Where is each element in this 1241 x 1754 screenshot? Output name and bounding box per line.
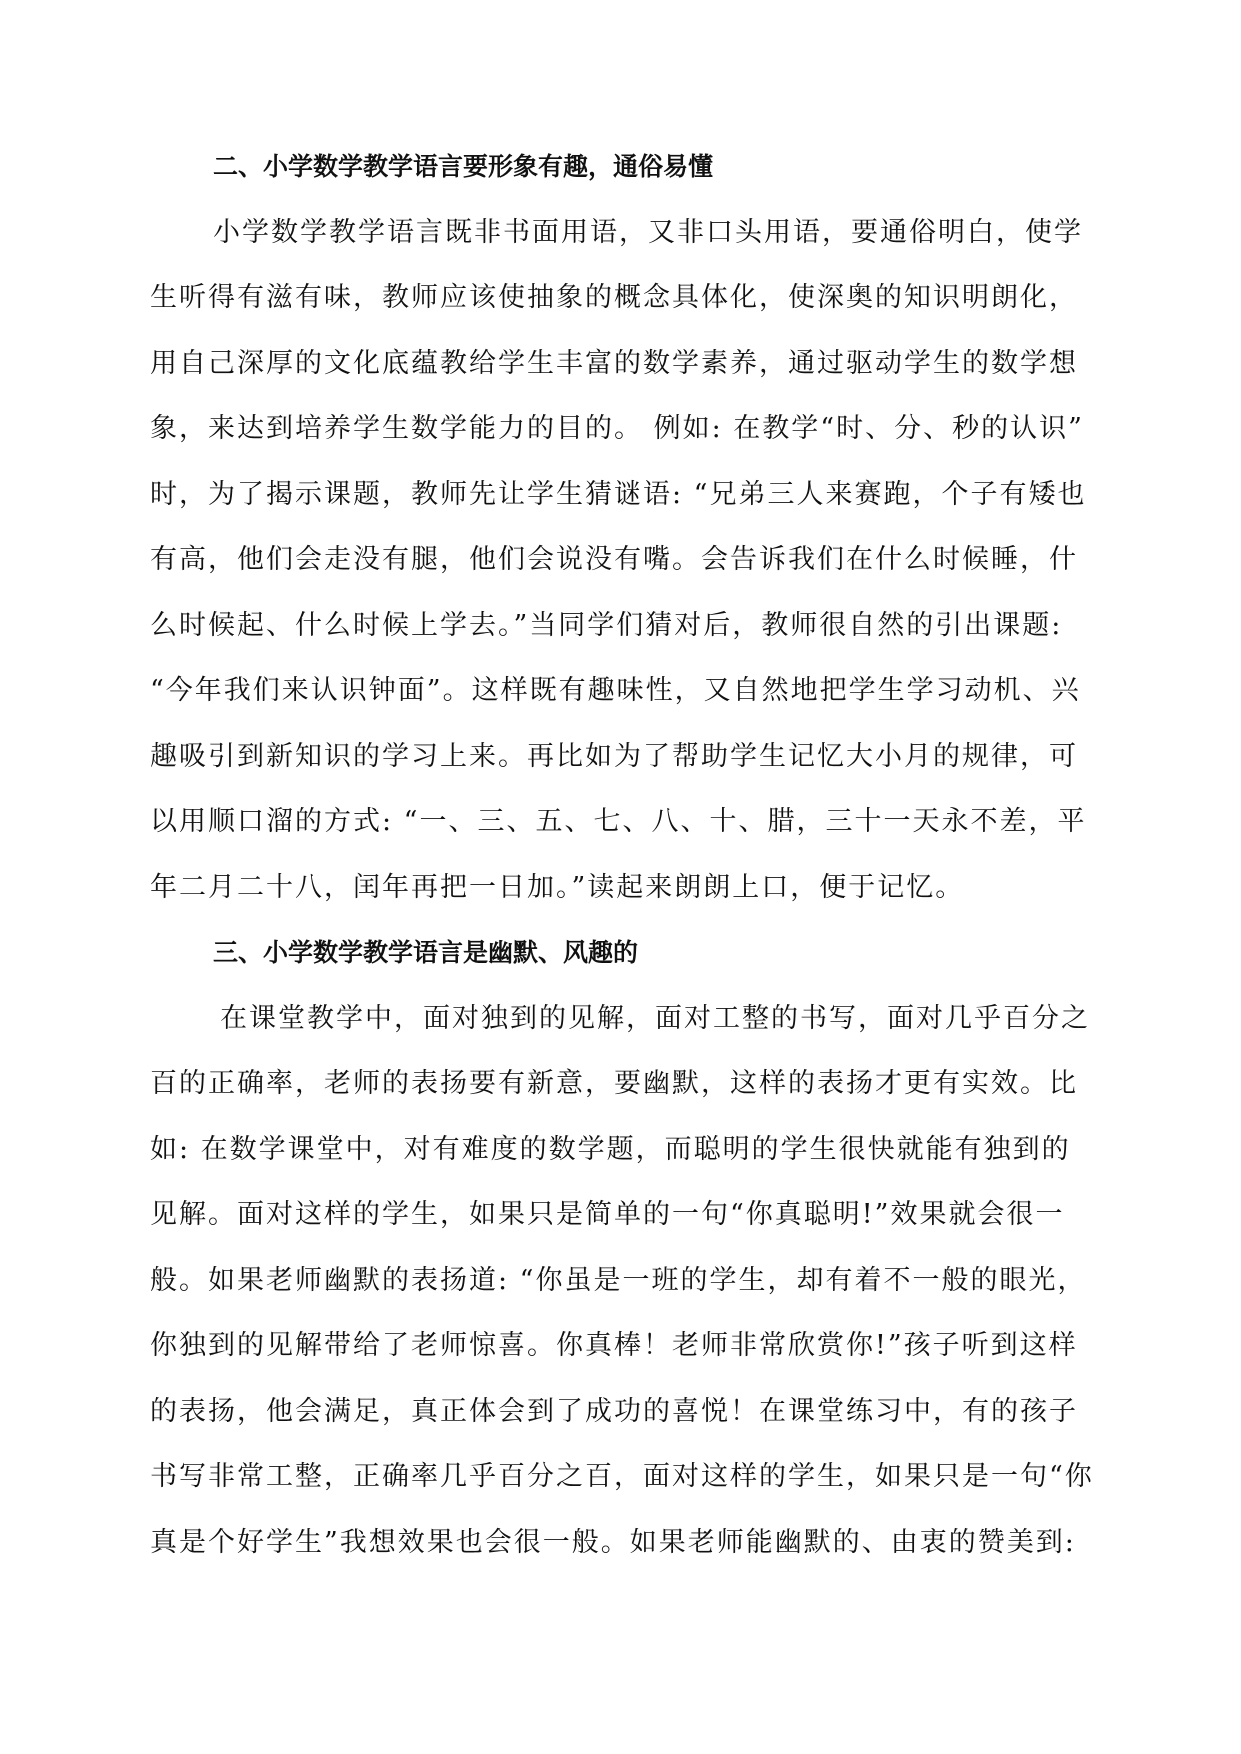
paragraph-line: 在课堂教学中，面对独到的见解，面对工整的书写，面对几乎百分之 (220, 1002, 1090, 1034)
paragraph-line: 年二月二十八，闰年再把一日加。”读起来朗朗上口，便于记忆。 (150, 871, 965, 903)
paragraph-line: 如: 在数学课堂中，对有难度的数学题，而聪明的学生很快就能有独到的 (150, 1133, 1071, 1165)
paragraph-line: 用自己深厚的文化底蕴教给学生丰富的数学素养，通过驱动学生的数学想 (150, 347, 1078, 379)
paragraph-line: 你独到的见解带给了老师惊喜。你真棒！老师非常欣赏你!”孩子听到这样 (150, 1330, 1078, 1361)
paragraph-line: 般。如果老师幽默的表扬道: “你虽是一班的学生，却有着不一般的眼光， (150, 1264, 1087, 1296)
paragraph-line: 百的正确率，老师的表扬要有新意，要幽默，这样的表扬才更有实效。比 (150, 1068, 1078, 1099)
paragraph-line: 时，为了揭示课题，教师先让学生猜谜语: “兄弟三人来赛跑，个子有矮也 (150, 478, 1087, 510)
paragraph-line: 么时候起、什么时候上学去。”当同学们猜对后，教师很自然的引出课题: (150, 609, 1063, 641)
paragraph-line: 见解。面对这样的学生，如果只是简单的一句“你真聪明!”效果就会很一 (150, 1199, 1065, 1230)
paragraph-line: 小学数学教学语言既非书面用语，又非口头用语，要通俗明白，使学 (213, 216, 1083, 248)
section-2-heading: 二、小学数学教学语言要形象有趣，通俗易懂 (213, 152, 714, 181)
document-body (150, 152, 1100, 1558)
paragraph-line: 象，来达到培养学生数学能力的目的。 例如: 在教学“时、分、秒的认识” (150, 413, 1084, 444)
paragraph-line: 书写非常工整，正确率几乎百分之百，面对这样的学生，如果只是一句“你 (150, 1461, 1094, 1492)
paragraph-line: 有高，他们会走没有腿，他们会说没有嘴。会告诉我们在什么时候睡，什 (150, 544, 1078, 575)
section-3-heading: 三、小学数学教学语言是幽默、风趣的 (213, 938, 639, 967)
paragraph-line: 的表扬，他会满足，真正体会到了成功的喜悦！在课堂练习中，有的孩子 (150, 1395, 1078, 1427)
paragraph-line: “今年我们来认识钟面”。这样既有趣味性，又自然地把学生学习动机、兴 (150, 675, 1081, 706)
paragraph-line: 趣吸引到新知识的学习上来。再比如为了帮助学生记忆大小月的规律，可 (150, 740, 1078, 772)
paragraph-line: 以用顺口溜的方式: “一、三、五、七、八、十、腊，三十一天永不差，平 (150, 806, 1087, 837)
paragraph-line: 真是个好学生”我想效果也会很一般。如果老师能幽默的、由衷的赞美到: (150, 1526, 1076, 1558)
paragraph-line: 生听得有滋有味，教师应该使抽象的概念具体化，使深奥的知识明朗化， (150, 282, 1078, 313)
